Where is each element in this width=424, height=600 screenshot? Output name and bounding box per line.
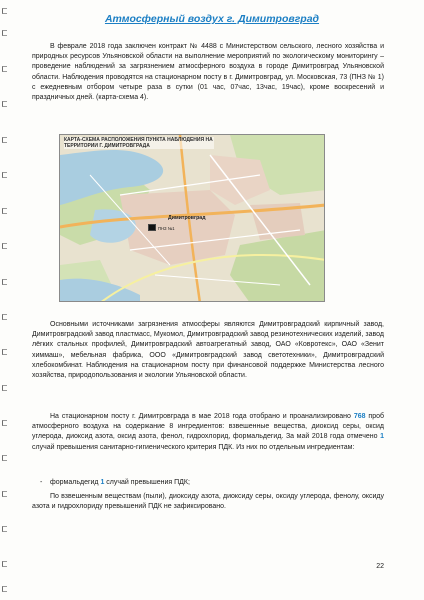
observation-post-marker <box>148 224 156 231</box>
map-caption: КАРТА-СХЕМА РАСПОЛОЖЕНИЯ ПУНКТА НАБЛЮДЕНИЯ НА ТЕРРИТОРИИ Г. ДИМИТРОВГРАДА <box>64 137 213 149</box>
closing-text: По взвешенным веществам (пыли), диоксиду азота, диоксиду серы, оксиду углерода, фенолу, оксиду азота и гидрохлориду превышений ПДК не зафиксировано. <box>32 493 384 511</box>
map-city-label: Димитровград <box>168 215 206 221</box>
results-text-3: случай превышения санитарно-гигиенического критерия ПДК. Из них по отдельным ингредиентам: <box>32 443 355 451</box>
results-text-2: проб атмосферного воздуха на содержание 8 ингредиентов: взвешенные вещества, диоксид серы, оксид углерода, диоксид азота, оксид азота, фенол, гидрохлорид, формальдегид. За май 2018 года отмечено <box>32 413 385 441</box>
closing-paragraph <box>32 492 384 512</box>
bullet-text-after: случай превышения ПДК; <box>104 479 190 486</box>
binding-strip <box>0 0 9 600</box>
sources-paragraph <box>32 320 384 381</box>
location-map <box>59 134 325 302</box>
ingredient-list <box>32 478 384 488</box>
intro-paragraph <box>32 42 384 103</box>
exceedance-count: 1 <box>380 433 384 441</box>
intro-text: В феврале 2018 года заключен контракт № 4488 с Министерством сельского, лесного хозяйства и природных ресурсов Ульяновской области на выполнение мероприятий по экологическому мониторингу – проведение наблюдений за загрязнением атмосферного воздуха в городе Димитровград Ульяновской области. Наблюдения проводятся на стационарном посту в г. Димитровград, ул. Московская, 73 (ПНЗ № 1) с ежедневным отбором четыре раза в сутки (01 час, 07час, 13час, 19час), кроме воскресений и праздничных дней. (карта-схема 4). <box>32 43 384 102</box>
sources-text: Основными источниками загрязнения атмосферы являются Димитровградский кирпичный завод, Димитровградский завод пластмасс, Мукомол, Димитровградский завод резинотехнических изделий, завод лёгких стальных профилей, Димитровградский автоагрегатный завод, ОАО «Ковротекс», ОАО «Зенит химмаш», мебельная фабрика, ООО «Димитровградский завод светотехники», Димитровградский хлебокомбинат. Наблюдения на стационарном посту при финансовой поддержке Министерства лесного хозяйства, природопользования и экологии Ульяновской области. <box>32 321 384 380</box>
bullet-count: 1 <box>100 479 105 486</box>
bullet-text-before: формальдегид <box>50 479 101 486</box>
map-point-label: ПНЗ №1 <box>158 226 175 231</box>
samples-count: 768 <box>353 413 366 420</box>
results-paragraph <box>32 412 384 453</box>
bullet-marker: - <box>40 479 43 486</box>
page-number: 22 <box>376 563 384 570</box>
results-text-1: На стационарном посту г. Димитровграда в мае 2018 года отобрано и проанализировано <box>50 413 354 420</box>
list-item <box>32 478 384 488</box>
page-title: Атмосферный воздух г. Димитровград <box>104 13 320 25</box>
